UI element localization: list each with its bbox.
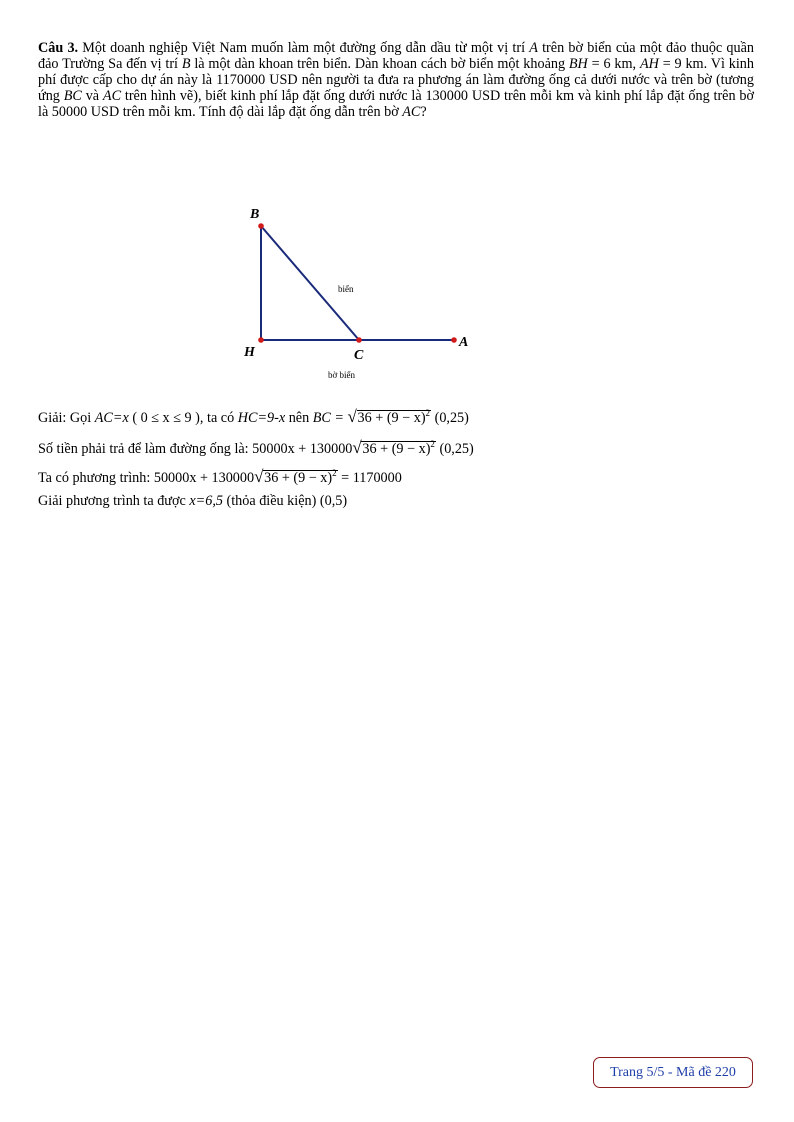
label-h: H (244, 345, 255, 360)
point-c (356, 337, 362, 343)
point-b (258, 223, 264, 229)
math: 50000x + 130000 (252, 441, 353, 457)
math: x=6,5 (189, 493, 223, 509)
page-number: Trang 5/5 - Mã đề 220 (610, 1064, 736, 1080)
var-b: B (181, 56, 191, 72)
problem-text: ? (420, 104, 427, 120)
var-ac: AC (102, 88, 122, 104)
solution-line-2 (38, 438, 474, 458)
radicand: 36 + (9 − x) (362, 441, 431, 457)
problem-label: Câu 3. (38, 40, 79, 56)
problem-text: = 9 km. Vì kinh phí được cấp cho dự án này là 1170000 USD nên người ta đưa ra phương án làm đường ống cả dưới nước và trên bờ (tương ứng (38, 56, 754, 104)
radicand: 36 + (9 − x) (357, 410, 426, 426)
point-h (258, 337, 264, 343)
problem-statement (38, 40, 754, 120)
exponent: 2 (430, 439, 435, 449)
label-a: A (459, 335, 469, 350)
point-a (451, 337, 457, 343)
text: Giải: Gọi (38, 410, 95, 426)
text: Số tiền phải trả để làm đường ống là: (38, 441, 253, 457)
var-ac: AC (402, 104, 421, 120)
math: 50000x + 130000 (153, 470, 255, 486)
score: (0,25) (431, 410, 469, 426)
problem-text: trên bờ biển của một đảo thuộc quần đảo Trường Sa đến vị trí (38, 40, 755, 72)
math: BC = (312, 410, 348, 426)
label-shore: bờ biển (328, 370, 356, 380)
sqrt-expression: √ $36 + (9 - x)^2$ (254, 467, 337, 486)
exponent: 2 (332, 468, 337, 478)
radicand: 36 + (9 − x) (264, 470, 333, 486)
var-a: A (529, 40, 538, 56)
math: = 1170000 (337, 470, 402, 486)
problem-text: = 6 km, (587, 56, 640, 72)
problem-text: trên hình vẽ), biết kinh phí lắp đặt ống dưới nước là 130000 USD trên mỗi km và kinh phí lắp đặt ống trên bờ là 50000 USD trên mỗi km. Tính độ dài lắp đặt ống dẫn trên bờ (38, 88, 754, 120)
page-footer-badge (593, 1057, 753, 1088)
var-ah: AH (639, 56, 659, 72)
text: Ta có phương trình: (38, 470, 154, 486)
label-b: B (250, 207, 260, 222)
score: (0,25) (435, 441, 474, 457)
sqrt-expression: √ $36 + (9 - x)^2$ (347, 407, 431, 426)
text: , ta có (199, 410, 238, 426)
text: Giải phương trình ta được (38, 493, 190, 509)
solution-line-3 (38, 467, 402, 487)
label-sea: biển (338, 284, 354, 294)
solution-line-1 (38, 407, 469, 427)
problem-text: là một dàn khoan trên biển. Dàn khoan cách bờ biển một khoảng (190, 56, 569, 72)
problem-text: Một doanh nghiệp Việt Nam muốn làm một đường ống dẫn dầu từ một vị trí (78, 40, 530, 56)
solution-line-4 (38, 493, 347, 510)
math: ( 0 ≤ x ≤ 9 ) (128, 410, 200, 426)
var-bh: BH (568, 56, 588, 72)
math: AC=x (94, 410, 129, 426)
geometry-diagram (230, 200, 490, 390)
text: (thỏa điều kiện) (0,5) (222, 493, 348, 509)
math: HC=9-x (237, 410, 286, 426)
problem-text: và (81, 88, 103, 104)
text: nên (285, 410, 313, 426)
label-c: C (354, 348, 364, 363)
segment-bc (261, 226, 359, 340)
exponent: 2 (425, 408, 431, 418)
sqrt-expression: √ $36 + (9 - x)^2$ (352, 438, 435, 457)
var-bc: BC (63, 88, 82, 104)
